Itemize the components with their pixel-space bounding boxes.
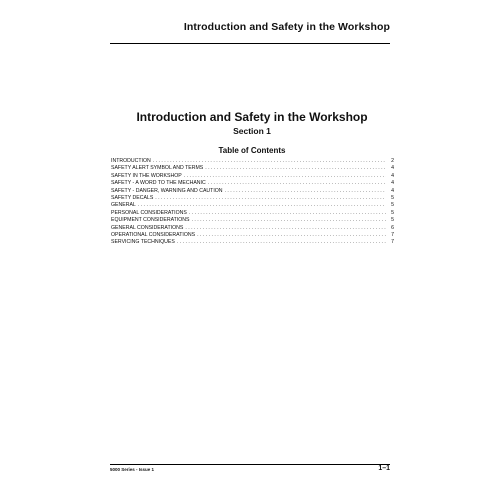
toc-entry-safety-alert-symbol[interactable] <box>111 165 394 172</box>
toc-entry-page: 7 <box>391 239 394 246</box>
toc-entry-servicing-techniques[interactable] <box>111 239 394 246</box>
toc-dot-leader <box>205 165 386 172</box>
toc-dot-leader <box>155 195 386 202</box>
toc-entry-title: SERVICING TECHNIQUES <box>111 239 175 246</box>
toc-entry-title: SAFETY ALERT SYMBOL AND TERMS <box>111 165 204 172</box>
toc-entry-title: GENERAL CONSIDERATIONS <box>111 224 184 231</box>
toc-heading: Table of Contents <box>218 146 286 155</box>
toc-entry-title: GENERAL <box>111 202 136 209</box>
toc-entry-operational-considerations[interactable] <box>111 232 394 239</box>
toc-entry-word-to-mechanic[interactable] <box>111 180 394 187</box>
toc-entry-safety-in-workshop[interactable] <box>111 173 394 180</box>
toc-entry-page: 4 <box>391 187 394 194</box>
toc-dot-leader <box>192 217 387 224</box>
toc-entry-page: 4 <box>391 172 394 179</box>
section-label: Section 1 <box>233 126 271 136</box>
toc-entry-danger-warning-caution[interactable] <box>111 188 394 195</box>
toc-entry-page: 4 <box>391 165 394 172</box>
toc-dot-leader <box>153 158 386 165</box>
footer-divider <box>110 464 390 465</box>
table-of-contents <box>111 158 394 247</box>
toc-entry-page: 2 <box>391 158 394 164</box>
toc-entry-equipment-considerations[interactable] <box>111 217 394 224</box>
toc-entry-safety-decals[interactable] <box>111 195 394 202</box>
toc-entry-general[interactable] <box>111 202 394 209</box>
toc-entry-title: SAFETY - DANGER, WARNING AND CAUTION <box>111 187 223 194</box>
toc-entry-page: 5 <box>391 209 394 216</box>
toc-dot-leader <box>197 232 386 239</box>
toc-dot-leader <box>189 210 386 217</box>
toc-entry-page: 7 <box>391 231 394 238</box>
toc-entry-page: 4 <box>391 180 394 187</box>
toc-entry-page: 5 <box>391 217 394 224</box>
running-header: Introduction and Safety in the Workshop <box>183 21 390 33</box>
toc-dot-leader <box>177 239 386 246</box>
header-divider <box>110 43 390 44</box>
toc-dot-leader <box>184 173 386 180</box>
toc-entry-personal-considerations[interactable] <box>111 210 394 217</box>
toc-dot-leader <box>225 188 386 195</box>
toc-entry-page: 6 <box>391 224 394 231</box>
toc-entry-title: SAFETY IN THE WORKSHOP <box>111 172 182 179</box>
toc-entry-title: PERSONAL CONSIDERATIONS <box>111 209 187 216</box>
footer-page-number: 1–1 <box>378 465 390 472</box>
toc-dot-leader <box>138 202 386 209</box>
toc-entry-title: SAFETY - A WORD TO THE MECHANIC <box>111 180 206 187</box>
toc-entry-introduction[interactable] <box>111 158 394 165</box>
page-title: Introduction and Safety in the Workshop <box>136 110 368 124</box>
toc-entry-page: 5 <box>391 194 394 201</box>
toc-dot-leader <box>185 225 386 232</box>
toc-entry-title: OPERATIONAL CONSIDERATIONS <box>111 231 196 238</box>
toc-entry-title: EQUIPMENT CONSIDERATIONS <box>111 217 190 224</box>
toc-entry-page: 5 <box>391 202 394 209</box>
toc-entry-general-considerations[interactable] <box>111 225 394 232</box>
toc-dot-leader <box>208 180 386 187</box>
toc-entry-title: INTRODUCTION <box>111 158 151 164</box>
toc-entry-title: SAFETY DECALS <box>111 194 154 201</box>
footer-series-issue: 5000 Series - Issue 1 <box>110 467 155 472</box>
